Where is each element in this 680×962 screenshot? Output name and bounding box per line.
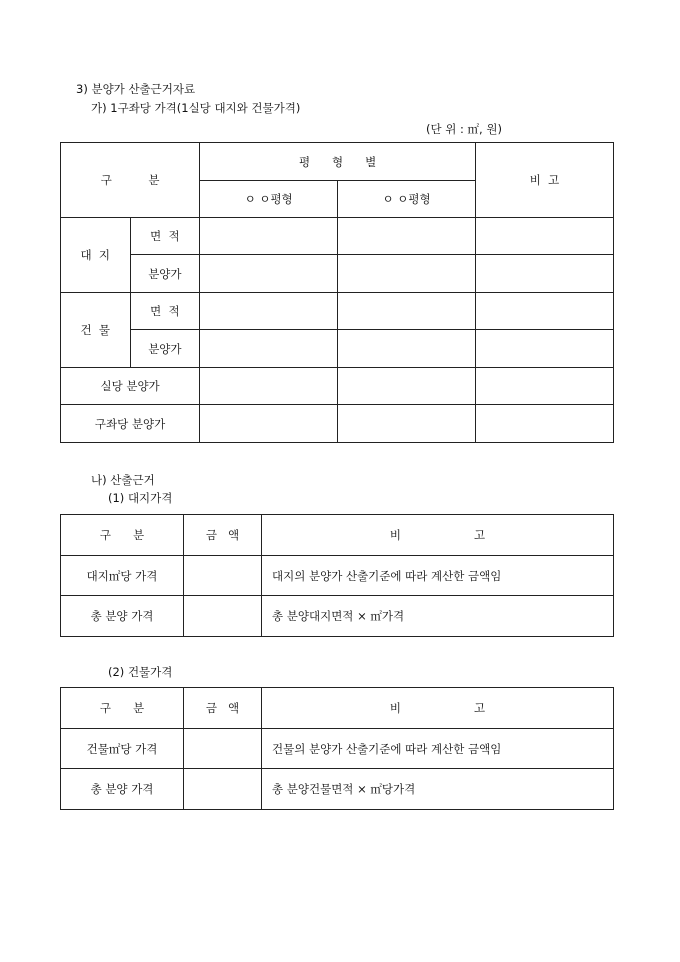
table-cell [200,405,338,443]
building-price-label: 분양가 [130,330,200,368]
header-category: 구 분 [61,688,184,729]
table-cell [338,405,476,443]
table-cell [200,293,338,330]
table-cell [476,368,614,405]
building-unit-price-label: 건물㎡당 가격 [61,729,184,769]
header-category: 구 분 [61,143,200,218]
unit-note: (단 위 : ㎡, 원) [426,122,502,136]
header-remarks: 비 고 [476,143,614,218]
table-cell [476,218,614,255]
table-cell [200,368,338,405]
building-total-price-remark: 총 분양건물면적 × ㎡당가격 [262,769,614,810]
land-unit-price-label: 대지㎡당 가격 [61,556,184,596]
table-cell [184,729,262,769]
table-cell [338,218,476,255]
header-amount: 금 액 [184,515,262,556]
land-total-price-label: 총 분양 가격 [61,596,184,637]
table-cell [338,330,476,368]
building-label: 건 물 [61,293,131,368]
building-area-label: 면 적 [130,293,200,330]
header-amount: 금 액 [184,688,262,729]
table-cell [476,405,614,443]
building-price-subtitle: (2) 건물가격 [108,665,173,679]
subsection-title-a: 가) 1구좌당 가격(1실당 대지와 건물가격) [91,101,301,115]
table-cell [200,218,338,255]
land-label: 대 지 [61,218,131,293]
type-column-1: ㅇ ㅇ평형 [200,181,338,218]
table-cell [476,330,614,368]
header-remarks: 비 고 [262,515,614,556]
section-title: 3) 분양가 산출근거자료 [76,82,196,96]
table-cell [200,330,338,368]
table-cell [338,368,476,405]
header-remarks: 비 고 [262,688,614,729]
header-category: 구 분 [61,515,184,556]
building-unit-price-remark: 건물의 분양가 산출기준에 따라 계산한 금액임 [262,729,614,769]
table-cell [184,596,262,637]
table-cell [338,255,476,293]
table-cell [476,293,614,330]
land-unit-price-remark: 대지의 분양가 산출기준에 따라 계산한 금액임 [262,556,614,596]
table-cell [184,556,262,596]
land-price-table [60,514,614,637]
per-account-price-label: 구좌당 분양가 [61,405,200,443]
land-price-subtitle: (1) 대지가격 [108,491,173,505]
price-table [60,142,614,443]
land-total-price-remark: 총 분양대지면적 × ㎡가격 [262,596,614,637]
building-total-price-label: 총 분양 가격 [61,769,184,810]
header-type: 평 형 별 [200,143,476,181]
table-cell [338,293,476,330]
land-area-label: 면 적 [130,218,200,255]
table-cell [476,255,614,293]
type-column-2: ㅇ ㅇ평형 [338,181,476,218]
building-price-table [60,687,614,810]
land-price-label: 분양가 [130,255,200,293]
table-cell [184,769,262,810]
section-b-title: 나) 산출근거 [91,473,155,487]
table-cell [200,255,338,293]
per-room-price-label: 실당 분양가 [61,368,200,405]
